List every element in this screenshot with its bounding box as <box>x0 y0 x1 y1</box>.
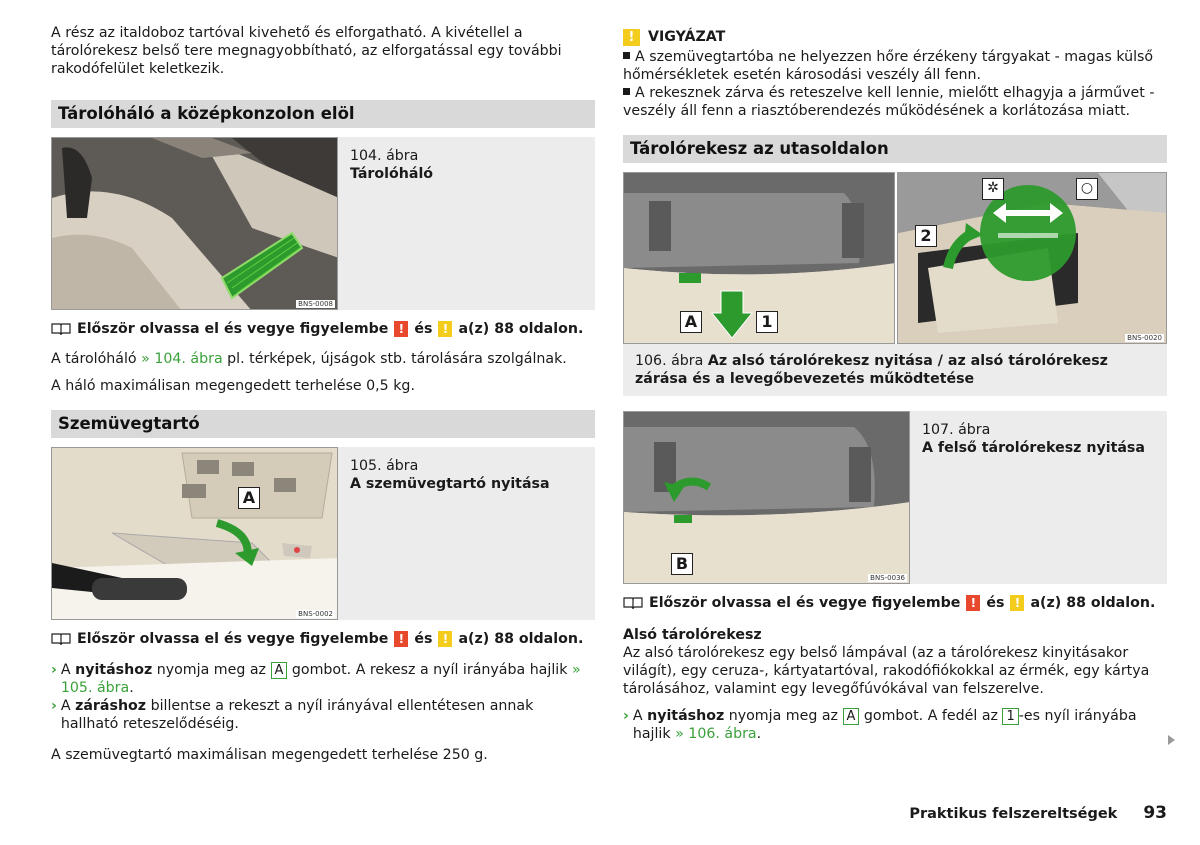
figure-label-2: 2 <box>915 225 937 247</box>
book-icon <box>623 596 643 610</box>
figure-104-caption <box>338 137 445 310</box>
section-heading-storage-net: Tárolóháló a középkonzolon elöl <box>51 100 595 128</box>
danger-icon: ! <box>394 321 408 337</box>
figure-title: Az alsó tárolórekesz nyitása / az alsó tárolórekesz zárása és a levegőbevezetés működtetése <box>635 353 1108 387</box>
caution-icon: ! <box>438 321 452 337</box>
book-icon <box>51 632 71 646</box>
footer-section-title: Praktikus felszereltségek <box>909 806 1118 822</box>
read-first-note <box>51 630 595 648</box>
read-first-text: Először olvassa el és vegye figyelembe <box>649 595 961 611</box>
instruction-arrow-icon: › <box>51 698 57 714</box>
figure-title: Tárolóháló <box>350 166 434 182</box>
page-footer <box>909 804 1167 823</box>
read-first-and: és <box>414 321 433 337</box>
figure-number: 104. ábra <box>350 148 419 164</box>
instruction-text: A záráshoz billentse a rekeszt a nyíl irányával ellentétesen annak hallható reteszelődéséig. <box>60 698 534 732</box>
glovebox-upper-illustration <box>624 412 910 584</box>
figure-106-link[interactable]: » 106. ábra <box>675 726 757 742</box>
square-bullet-icon <box>623 52 630 59</box>
danger-icon: ! <box>966 595 980 611</box>
figure-106-image-left <box>623 172 895 344</box>
read-first-page: a(z) 88 oldalon. <box>458 321 584 337</box>
read-first-text: Először olvassa el és vegye figyelembe <box>77 321 389 337</box>
closed-vent-icon: ○ <box>1076 178 1098 200</box>
net-load-paragraph: A háló maximálisan megengedett terhelése 0,5 kg. <box>51 378 415 394</box>
section-heading-passenger-storage: Tárolórekesz az utasoldalon <box>623 135 1167 163</box>
figure-105-image <box>51 447 338 620</box>
caution-icon: ! <box>623 29 640 46</box>
right-column <box>623 24 1167 743</box>
figure-label-b: B <box>671 553 693 575</box>
read-first-page: a(z) 88 oldalon. <box>1030 595 1156 611</box>
figure-106-caption <box>623 344 1167 396</box>
figure-code: BNS-0008 <box>298 300 333 308</box>
read-first-page: a(z) 88 oldalon. <box>458 631 584 647</box>
figure-107-image <box>623 411 910 584</box>
figure-105 <box>51 447 595 620</box>
figure-104 <box>51 137 595 310</box>
figure-number: 107. ábra <box>922 422 991 438</box>
figure-107 <box>623 411 1167 584</box>
figure-105-link[interactable]: » 105. ábra <box>60 662 581 696</box>
figure-106-images <box>623 172 1167 344</box>
subsection-title: Alsó tárolórekesz <box>623 627 762 643</box>
read-first-text: Először olvassa el és vegye figyelembe <box>77 631 389 647</box>
book-icon <box>51 322 71 336</box>
instruction-arrow-icon: › <box>623 708 629 724</box>
read-first-note <box>623 594 1167 612</box>
fan-icon: ✲ <box>982 178 1004 200</box>
net-usage-paragraph <box>51 350 595 368</box>
caution-heading <box>623 28 1167 46</box>
left-column <box>51 24 595 764</box>
lower-box-description: Az alsó tárolórekesz egy belső lámpával (az a tárolórekesz kinyitásakor világít), egy ceruza-, kártyatartóval, rakodófiókokkal az érmék, egy kártya tárolásához, valamint egy levegőfúvókával van felszerelve. <box>623 645 1150 697</box>
caution-item-2: A rekesznek zárva és reteszelve kell lennie, mielőtt elhagyja a járművet - veszély áll fenn a riasztóberendezés működésének a korlátozása miatt. <box>623 85 1155 119</box>
key-a-label: A <box>843 708 860 725</box>
read-first-and: és <box>414 631 433 647</box>
figure-number: 105. ábra <box>350 458 419 474</box>
figure-104-image <box>51 137 338 310</box>
figure-label-1: 1 <box>756 311 778 333</box>
caution-title: VIGYÁZAT <box>648 29 726 45</box>
text: pl. térképek, újságok stb. tárolására szolgálnak. <box>227 351 567 367</box>
caution-icon: ! <box>438 631 452 647</box>
figure-label-a: A <box>238 487 260 509</box>
glasses-load-paragraph: A szemüvegtartó maximálisan megengedett terhelése 250 g. <box>51 747 488 763</box>
glasses-holder-illustration <box>52 448 338 620</box>
caution-icon: ! <box>1010 595 1024 611</box>
figure-code: BNS-0036 <box>870 574 905 582</box>
figure-code: BNS-0020 <box>1127 334 1162 342</box>
figure-107-caption <box>910 411 1157 584</box>
square-bullet-icon <box>623 88 630 95</box>
figure-104-link[interactable]: » 104. ábra <box>141 351 223 367</box>
danger-icon: ! <box>394 631 408 647</box>
instruction-open-lower <box>623 707 1167 743</box>
intro-paragraph: A rész az italdoboz tartóval kivehető és elforgatható. A kivétellel a tárolórekesz belső tere megnagyobbítható, az elforgatással egy további rakodófelület keletkezik. <box>51 25 562 77</box>
caution-item-1: A szemüvegtartóba ne helyezzen hőre érzékeny tárgyakat - magas külső hőmérsékletek esetén károsodási veszély áll fenn. <box>623 49 1154 83</box>
figure-106-image-right <box>897 172 1167 344</box>
figure-title: A szemüvegtartó nyitása <box>350 476 550 492</box>
key-1-label: 1 <box>1002 708 1018 725</box>
text: A tárolóháló <box>51 351 137 367</box>
continue-arrow-icon <box>1168 735 1175 745</box>
figure-label-a: A <box>680 311 702 333</box>
read-first-and: és <box>986 595 1005 611</box>
instruction-text: A nyitáshoz nyomja meg az A gombot. A rekesz a nyíl irányába hajlik » 105. ábra. <box>60 662 581 696</box>
figure-105-caption <box>338 447 562 620</box>
instruction-open <box>51 661 595 697</box>
instruction-close <box>51 697 595 733</box>
read-first-note <box>51 320 595 338</box>
instruction-text: A nyitáshoz nyomja meg az A gombot. A fedél az 1 -es nyíl irányába hajlik » 106. ábra. <box>632 708 1137 742</box>
glovebox-vent-illustration <box>898 173 1167 344</box>
figure-number: 106. ábra <box>635 353 704 369</box>
figure-title: A felső tárolórekesz nyitása <box>922 440 1145 456</box>
page-number: 93 <box>1143 803 1167 823</box>
instruction-arrow-icon: › <box>51 662 57 678</box>
key-a-label: A <box>271 662 288 679</box>
storage-net-illustration <box>52 138 338 310</box>
section-heading-glasses-holder: Szemüvegtartó <box>51 410 595 438</box>
figure-code: BNS-0002 <box>298 610 333 618</box>
